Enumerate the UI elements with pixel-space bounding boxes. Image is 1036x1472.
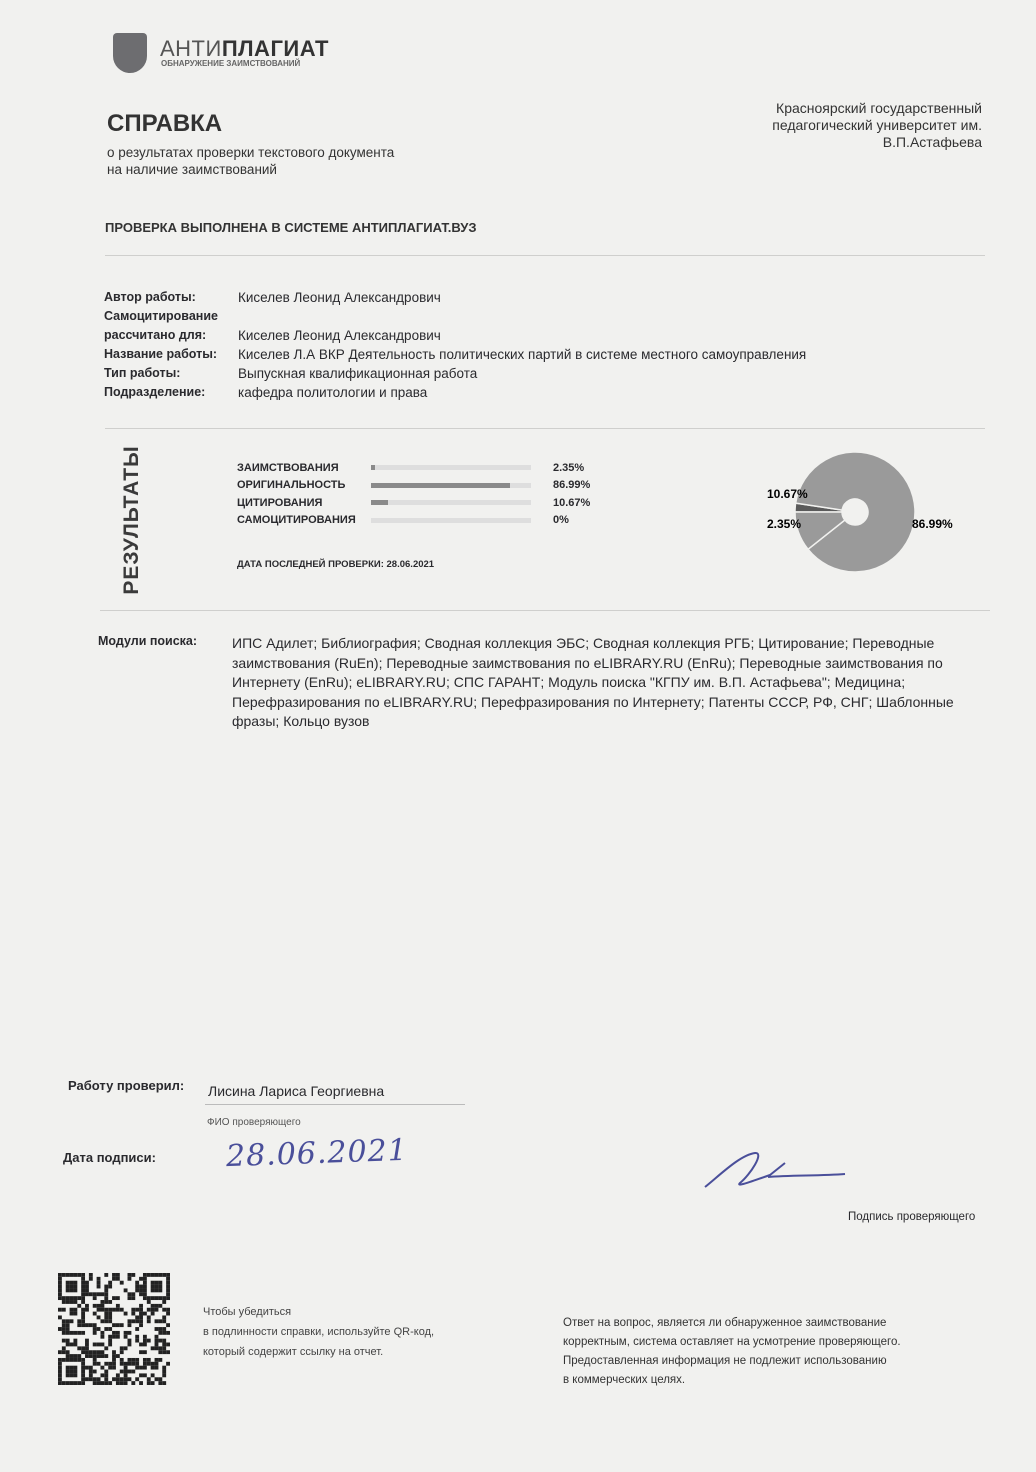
- meta-value: Киселев Л.А ВКР Деятельность политических партий в системе местного самоуправления: [238, 347, 807, 362]
- document-meta: [104, 288, 806, 402]
- organization: [772, 100, 982, 151]
- meta-row: [104, 326, 806, 345]
- qr-note-line: в подлинности справки, используйте QR-код,: [203, 1326, 435, 1338]
- result-bar: [371, 465, 531, 470]
- qr-note-line: который содержит ссылку на отчет.: [203, 1346, 384, 1358]
- page-title: СПРАВКА: [107, 110, 223, 137]
- result-bar-fill: [371, 483, 510, 488]
- result-row: [237, 494, 590, 512]
- results-donut-chart: [760, 445, 990, 585]
- qr-code[interactable]: [58, 1270, 170, 1388]
- result-value: 0%: [553, 514, 569, 527]
- modules-key: Модули поиска:: [98, 634, 198, 648]
- subtitle-line: о результатах проверки текстового документа: [107, 145, 395, 160]
- result-row: [237, 459, 590, 477]
- result-row: [237, 512, 590, 530]
- meta-row: [104, 383, 806, 402]
- result-value: 86.99%: [553, 479, 591, 492]
- result-value: 2.35%: [553, 461, 585, 474]
- logo-name-light: АНТИ: [160, 36, 222, 61]
- divider: [105, 428, 985, 429]
- system-line: ПРОВЕРКА ВЫПОЛНЕНА В СИСТЕМЕ АНТИПЛАГИАТ.ВУЗ: [105, 220, 477, 235]
- subtitle-line: на наличие заимствований: [107, 162, 277, 177]
- donut-label: 2.35%: [767, 517, 802, 531]
- logo-tagline: ОБНАРУЖЕНИЕ ЗАИМСТВОВАНИЙ: [161, 59, 301, 68]
- donut-label: 86.99%: [912, 517, 953, 531]
- last-check-date: ДАТА ПОСЛЕДНЕЙ ПРОВЕРКИ: 28.06.2021: [237, 559, 435, 570]
- donut-label: 10.67%: [767, 487, 808, 501]
- sign-date-key: Дата подписи:: [63, 1150, 156, 1165]
- qr-note: [203, 1302, 434, 1362]
- meta-value: Выпускная квалификационная работа: [238, 366, 478, 381]
- result-row: [237, 477, 590, 495]
- meta-row: [104, 364, 806, 383]
- fio-caption: ФИО проверяющего: [207, 1117, 301, 1128]
- disclaimer-line: корректным, система оставляет на усмотрение проверяющего.: [563, 1336, 901, 1348]
- antiplagiat-logo-icon: [113, 33, 147, 73]
- meta-row: [104, 288, 806, 307]
- logo-name-bold: ПЛАГИАТ: [221, 36, 329, 61]
- result-bar: [371, 483, 531, 488]
- org-line: педагогический университет им.: [772, 117, 982, 133]
- disclaimer: [563, 1314, 901, 1390]
- meta-row: [104, 307, 806, 326]
- results-bars: [237, 459, 590, 529]
- results-section-label: [112, 440, 152, 600]
- meta-key: Название работы:: [104, 347, 218, 361]
- meta-key: Самоцитирование: [104, 309, 218, 323]
- result-bar-fill: [371, 500, 388, 505]
- signature-caption: Подпись проверяющего: [848, 1211, 976, 1223]
- divider: [105, 255, 985, 256]
- modules-list: ИПС Адилет; Библиография; Сводная коллекция ЭБС; Сводная коллекция РГБ; Цитирование; Переводные заимствования (RuEn); Переводные заимствования по eLIBRARY.RU (EnRu); Переводные заимствования по Интернету (EnRu); eLIBRARY.RU; СПС ГАРАНТ; Модуль поиска "КГПУ им. В.П. Астафьева"; Медицина; Перефразирования по eLIBRARY.RU; Перефразирования по Интернету; Патенты СССР, РФ, СНГ; Шаблонные фразы; Кольцо вузов: [232, 635, 954, 729]
- disclaimer-line: Ответ на вопрос, является ли обнаруженное заимствование: [563, 1317, 887, 1329]
- result-bar: [371, 500, 531, 505]
- results-label-text: РЕЗУЛЬТАТЫ: [120, 445, 143, 595]
- result-name: ЗАИМСТВОВАНИЯ: [237, 461, 339, 474]
- meta-value: Киселев Леонид Александрович: [238, 328, 441, 343]
- meta-key: Подразделение:: [104, 385, 206, 399]
- handwritten-signature: [700, 1145, 850, 1195]
- result-name: ОРИГИНАЛЬНОСТЬ: [237, 479, 346, 492]
- meta-key: рассчитано для:: [104, 328, 207, 342]
- disclaimer-line: Предоставленная информация не подлежит использованию: [563, 1355, 887, 1367]
- meta-key: Тип работы:: [104, 366, 181, 380]
- org-line: Красноярский государственный: [776, 100, 982, 116]
- disclaimer-line: в коммерческих целях.: [563, 1374, 686, 1386]
- checked-by-value: Лисина Лариса Георгиевна: [208, 1083, 385, 1099]
- result-value: 10.67%: [553, 496, 591, 509]
- result-name: ЦИТИРОВАНИЯ: [237, 496, 323, 509]
- meta-value: Киселев Леонид Александрович: [238, 290, 441, 305]
- divider: [100, 610, 990, 611]
- checked-by-key: Работу проверил:: [68, 1078, 185, 1093]
- result-name: САМОЦИТИРОВАНИЯ: [237, 514, 356, 527]
- checker-underline: [205, 1104, 465, 1105]
- meta-value: кафедра политологии и права: [238, 385, 428, 400]
- meta-key: Автор работы:: [104, 290, 196, 304]
- result-bar: [371, 518, 531, 523]
- sign-date-handwritten: 28.06.2021: [225, 1132, 409, 1175]
- meta-row: [104, 345, 806, 364]
- result-bar-fill: [371, 465, 375, 470]
- qr-note-line: Чтобы убедиться: [203, 1306, 292, 1318]
- org-line: В.П.Астафьева: [882, 134, 982, 150]
- page-subtitle: [107, 144, 394, 178]
